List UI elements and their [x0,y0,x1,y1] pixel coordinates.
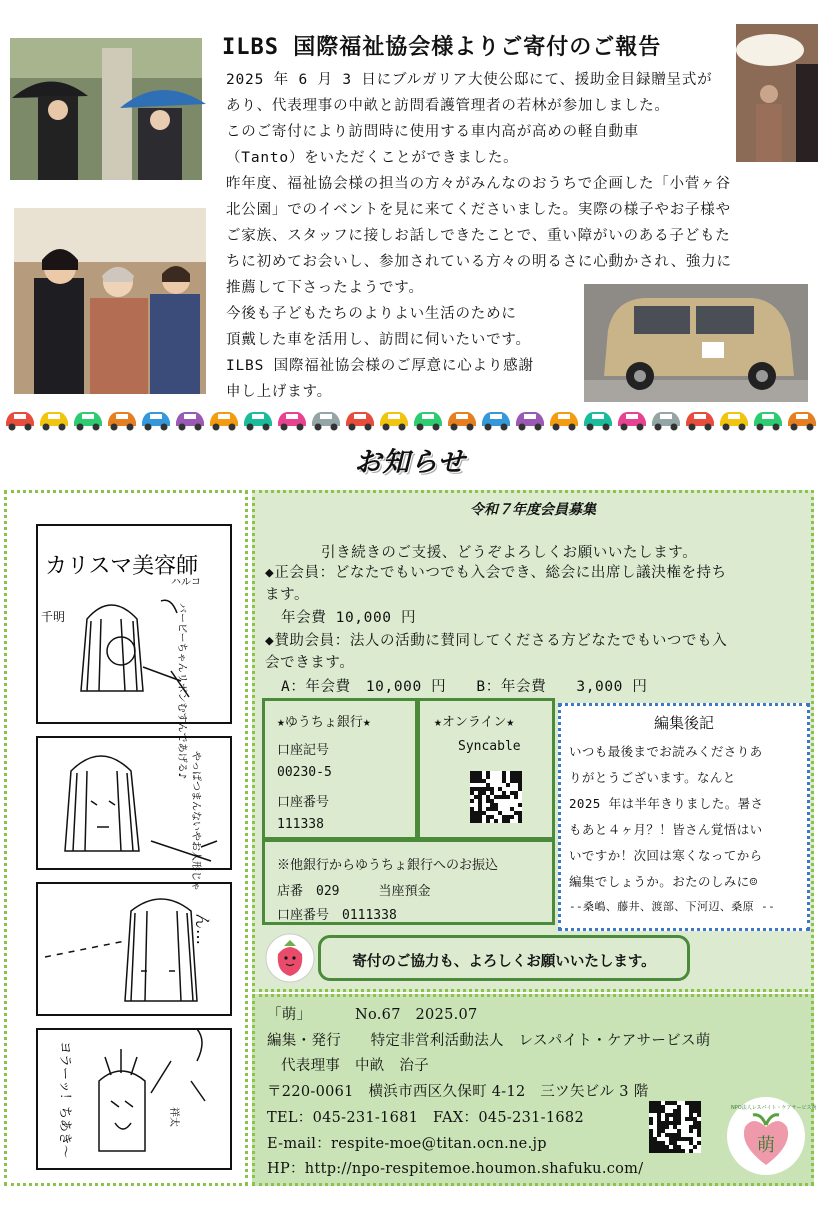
moe-logo-arc-text: NPO法人レスパイト・ケアサービス萌 [731,1105,817,1111]
car-icon [516,412,544,431]
report-line: 2025 年 6 月 3 日にブルガリア大使公邸にて、援助金目録贈呈式が [226,72,713,88]
car-icon [584,412,612,431]
yucho-title: ★ゆうちょ銀行★ [277,715,371,730]
car-icon [414,412,442,431]
report-line: 頂戴した車を活用し、訪問に伺いたいです。 [226,332,531,348]
car-icon [312,412,340,431]
support-member-fees: A：年会費 10,000 円 B：年会費 3,000 円 [281,679,648,695]
car-icon [788,412,816,431]
car-icon [108,412,136,431]
comic-speech-4: ヨラーッ！ちあき〜 [57,1041,72,1159]
representative: 代表理事 中畝 治子 [281,1058,429,1074]
online-title: ★オンライン★ [434,715,515,730]
car-icon [754,412,782,431]
car-icon [618,412,646,431]
car-icon [176,412,204,431]
comic-speech-1: バービーちゃんリボンむすんであげる♪ [176,603,187,779]
car-icon [278,412,306,431]
report-line: ちに初めてお会いし、参加されている方々の明るさに心動かされ、強力に [226,254,732,270]
car-icon [74,412,102,431]
car-icon [482,412,510,431]
editor-note-line: いつも最後までお読みくださりあ [569,744,763,759]
regular-member-line2: ます。 [265,587,310,603]
transfer-title: ※他銀行からゆうちょ銀行へのお振込 [277,858,499,873]
comic-panels [21,501,233,1177]
support-member-line1: ◆賛助会員：法人の活動に賛同してくださる方どなたでもいつでも入 [265,633,728,649]
report-title: ILBS 国際福祉協会様よりご寄付のご報告 [222,35,662,60]
issue-name: 「萌」 [267,1007,312,1023]
car-icon [686,412,714,431]
photo-embassy-umbrellas [10,38,202,180]
car-icon [346,412,374,431]
donation-text: 寄付のご協力も、よろしくお願いいたします。 [352,954,656,970]
publisher: 編集・発行 特定非営利活動法人 レスパイト・ケアサービス萌 [267,1033,711,1049]
comic-name-shota: 祥太 [168,1107,179,1127]
report-line: 今後も子どもたちのよりよい生活のために [226,306,517,322]
homepage-qr-icon[interactable] [649,1101,701,1153]
tel-fax: TEL：045-231-1681 FAX：045-231-1682 [267,1110,584,1126]
homepage-link[interactable]: HP：http://npo-respitemoe.houmon.shafuku.com/ [267,1161,644,1177]
comic-name-chiaki: 千明 [41,610,66,624]
report-line: このご寄付により訪問時に使用する車内高が高めの軽自動車 [226,124,640,140]
account-symbol-value: 00230-5 [277,765,332,780]
report-line: あり、代表理事の中畝と訪問看護管理者の若林が参加しました。 [226,98,670,114]
account-number-label: 口座番号 [277,795,330,810]
email[interactable]: E-mail：respite-moe@titan.ocn.ne.jp [267,1136,547,1152]
editor-note-line: 2025 年は半年きりました。暑さ [569,796,764,811]
car-icon [210,412,238,431]
syncable-qr-icon[interactable] [470,771,522,823]
account-symbol-label: 口座記号 [277,743,330,758]
car-icon [40,412,68,431]
regular-member-line1: ◆正会員：どなたでもいつでも入会でき、総会に出席し議決権を持ち [265,565,727,581]
editor-note-line: もあと４ヶ月？！皆さん覚悟はい [569,822,763,837]
editor-note-line: りがとうございます。なんと [569,770,736,785]
car-icon [142,412,170,431]
report-line: 推薦して下さったようです。 [226,280,424,296]
support-member-line2: 会できます。 [265,655,355,671]
regular-member-fee: 年会費 10,000 円 [281,610,417,626]
online-service: Syncable [458,739,521,754]
editor-note-box [558,703,810,931]
editor-note-title: 編集後記 [653,714,714,732]
transfer-branch: 店番 029 当座預金 [277,884,431,899]
report-line: 申し上げます。 [226,384,332,400]
strawberry-mascot-icon [264,932,316,984]
comic-subtitle: ハルコ [171,577,201,588]
notice-title: お知らせ [354,447,466,478]
car-icon [380,412,408,431]
photo-car-tanto [584,284,808,402]
other-bank-transfer-box [262,839,555,925]
comic-title: カリスマ美容師 [45,554,199,579]
comic-strip [4,490,248,1186]
issue-number: No.67 2025.07 [355,1007,478,1023]
transfer-account-number: 口座番号 0111338 [277,908,397,923]
yucho-bank-box [262,698,418,840]
moe-logo-text: 萌 [757,1135,775,1156]
comic-speech-2: やっぱつまんないやお人形じゃ [190,751,201,891]
car-icon [652,412,680,431]
car-icon [550,412,578,431]
comic-speech-3: ん… [193,913,212,946]
editor-note-line: --桑嶋、藤井、渡部、下河辺、桑原 -- [569,900,776,913]
membership-title: 令和７年度会員募集 [470,502,596,518]
report-line: 北公園」でのイベントを見に来てくださいました。実際の様子やお子様や [226,202,731,218]
membership-intro: 引き続きのご支援、どうぞよろしくお願いいたします。 [321,545,698,561]
report-line: ILBS 国際福祉協会様のご厚意に心より感謝 [226,358,534,374]
car-icon [448,412,476,431]
photo-event [736,24,818,162]
report-line: 昨年度、福祉協会様の担当の方々がみんなのおうちで企画した「小菅ヶ谷 [226,176,731,192]
editor-note-line: 編集でしょうか。おたのしみに☺ [569,874,758,889]
car-icon [6,412,34,431]
photo-group-indoor [14,208,206,394]
car-icon [720,412,748,431]
online-donation-box [417,698,555,840]
car-icon [244,412,272,431]
footer-panel [252,994,817,1186]
donation-bubble [318,935,690,981]
report-line: ご家族、スタッフに接しお話しできたことで、重い障がいのある子どもた [226,228,731,244]
car-decoration-row [0,406,820,432]
address: 〒220-0061 横浜市西区久保町 4-12 三ツ矢ビル 3 階 [267,1084,649,1100]
moe-logo [725,1095,817,1177]
report-line: （Tanto）をいただくことができました。 [226,150,519,166]
account-number-value: 111338 [277,817,324,832]
editor-note-line: いですか！次回は寒くなってから [569,848,763,863]
